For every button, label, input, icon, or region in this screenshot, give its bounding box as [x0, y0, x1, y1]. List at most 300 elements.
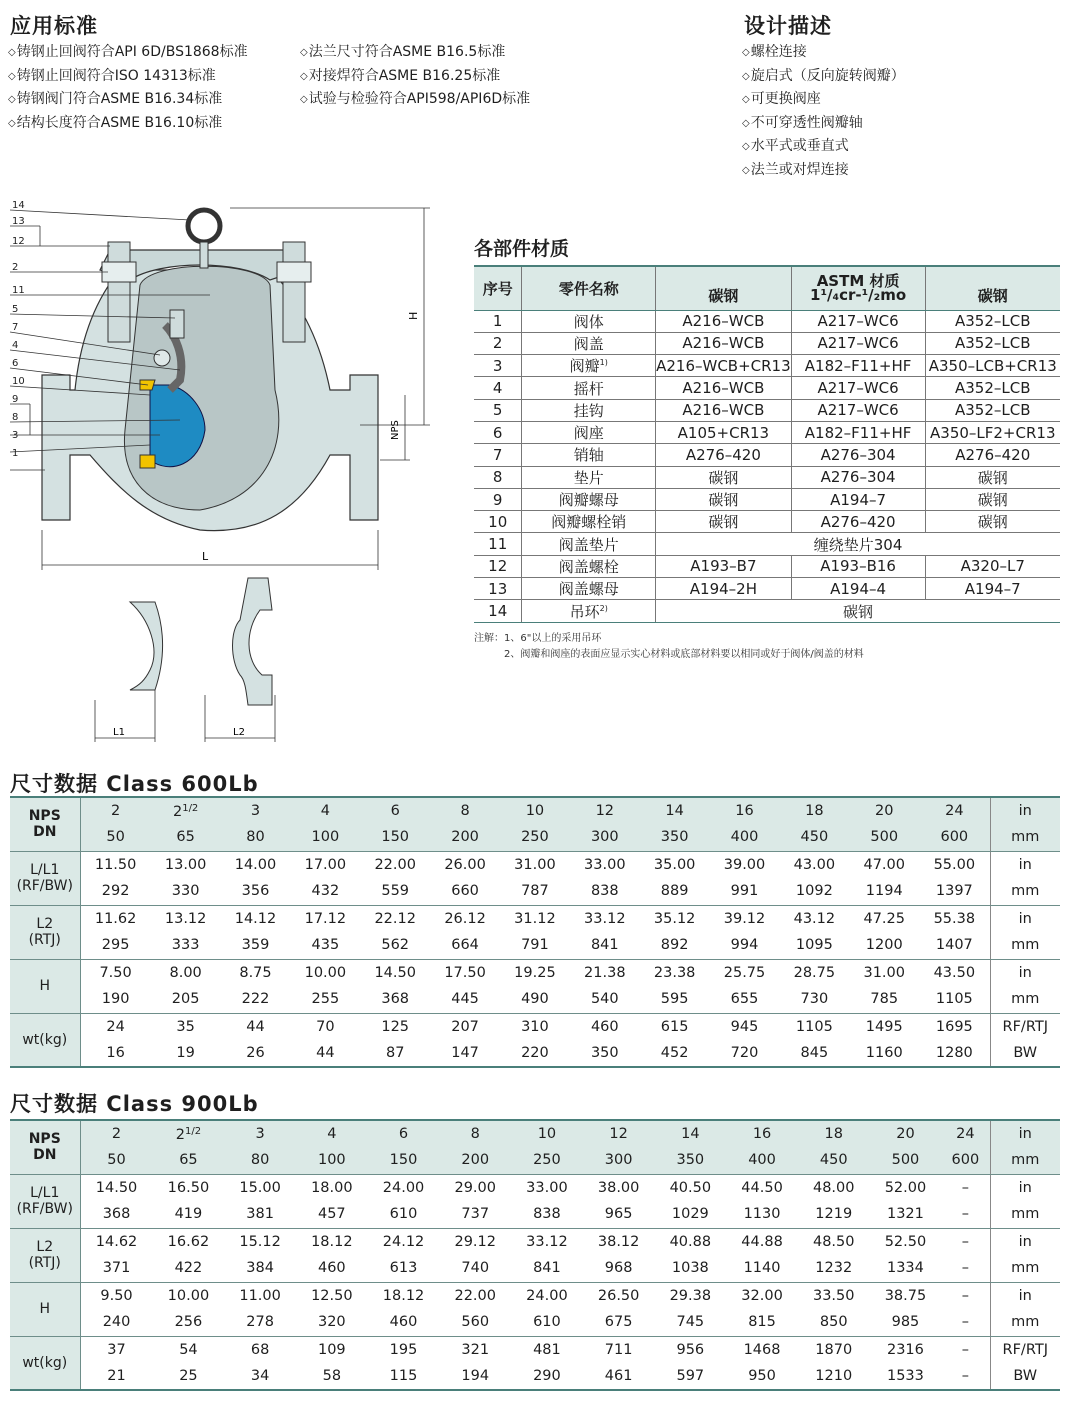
dim-value: 17.50	[444, 964, 486, 981]
dim-value: 48.00	[812, 1179, 855, 1196]
dim-value: 356	[221, 878, 291, 905]
nps-value: 2	[80, 1120, 153, 1147]
material-row	[474, 377, 1060, 399]
dim-label-line: L/L1	[30, 1185, 60, 1201]
material-c: A352–LCB	[925, 377, 1060, 399]
dim-value: 460	[368, 1309, 440, 1336]
header-cs2: 碳钢	[925, 266, 1060, 310]
dim-value: 37	[107, 1341, 126, 1358]
material-b: A193–B16	[791, 555, 925, 577]
nps-value: 20	[870, 1120, 942, 1147]
dim-label-line: (RF/BW)	[16, 1201, 73, 1217]
dim-value: 841	[570, 932, 640, 959]
footnote-mark: 2)	[599, 603, 608, 613]
dim-value: 52.50	[884, 1233, 927, 1250]
material-a: 碳钢	[656, 511, 792, 533]
nps-value: 24	[941, 1120, 990, 1147]
material-a: A193–B7	[656, 555, 792, 577]
dim-value: 87	[360, 1040, 430, 1067]
dim-value: 435	[290, 932, 360, 959]
part-number-label: 2	[12, 262, 19, 273]
dim-value: 730	[779, 986, 849, 1013]
dim-value: 26	[221, 1040, 291, 1067]
dim-value: 892	[640, 932, 710, 959]
dn-value: 50	[80, 1147, 153, 1174]
dim-row-top	[10, 1282, 1060, 1309]
material-merged: 缠绕垫片304	[656, 533, 1060, 555]
nps-value: 10	[511, 1120, 583, 1147]
dim-value: 22.12	[374, 910, 416, 927]
dim-value: 52.00	[884, 1179, 927, 1196]
part-number-label: 1	[12, 448, 19, 459]
dim-value: 70	[316, 1018, 335, 1035]
part-number-label: 6	[12, 358, 19, 369]
material-a: A276–420	[656, 444, 792, 466]
dn-value: 600	[941, 1147, 990, 1174]
nps-value: 12	[570, 797, 640, 824]
part-number-label: 8	[12, 412, 19, 423]
bullet-item: ◇ 螺栓连接	[742, 41, 905, 65]
material-c: A352–LCB	[925, 310, 1060, 332]
header-cs1: 碳钢	[656, 266, 792, 310]
material-part-name	[522, 555, 656, 577]
dim-value: 16	[80, 1040, 151, 1067]
dim-value: 13.12	[164, 910, 207, 927]
dim-row-bottom	[10, 878, 1060, 905]
nps-value: 20	[849, 797, 919, 824]
dn-value: 300	[570, 824, 640, 851]
material-row	[474, 511, 1060, 533]
material-b: A194–7	[791, 488, 925, 510]
dn-value: 450	[779, 824, 849, 851]
material-row	[474, 310, 1060, 332]
material-b: A217–WC6	[791, 399, 925, 421]
dim-value: 10.00	[167, 1287, 210, 1304]
dim-value: 1095	[779, 932, 849, 959]
material-row	[474, 466, 1060, 488]
dim-row-bottom	[10, 1255, 1060, 1282]
dim-value: 838	[511, 1201, 583, 1228]
part-name-text: 阀瓣螺栓销	[551, 513, 627, 532]
material-row	[474, 421, 1060, 443]
nps-value: 8	[430, 797, 500, 824]
part-name-text: 挂钩	[573, 401, 604, 420]
part-name-text: 阀盖	[573, 334, 604, 353]
dim-value: 1495	[865, 1018, 903, 1035]
dim-label-line: L2	[36, 1239, 54, 1255]
material-row	[474, 578, 1060, 600]
dim-label-l2: L2	[233, 727, 245, 738]
dim-value: 1092	[779, 878, 849, 905]
dn-value: 150	[368, 1147, 440, 1174]
material-a: A194–2H	[656, 578, 792, 600]
dim-label-line: L/L1	[30, 862, 60, 878]
dim-value: 945	[730, 1018, 759, 1035]
part-number-label: 3	[12, 430, 19, 441]
dim-value: 54	[179, 1341, 198, 1358]
dim-value: 1321	[870, 1201, 942, 1228]
bullet-item: ◇ 可更换阀座	[742, 88, 905, 112]
dim-value: 610	[368, 1201, 440, 1228]
material-c: A350–LF2+CR13	[925, 421, 1060, 443]
dim-value: –	[941, 1363, 990, 1390]
dim-value: 560	[439, 1309, 511, 1336]
material-no: 3	[474, 355, 522, 377]
dim-value: 1105	[919, 986, 990, 1013]
dim-value: 610	[511, 1309, 583, 1336]
dim-value: 11.00	[239, 1287, 281, 1304]
dim-row-label	[10, 851, 80, 905]
nps-row	[10, 797, 1060, 824]
dim-value: 1105	[795, 1018, 833, 1035]
dim-value: 205	[151, 986, 221, 1013]
dim-value: 222	[221, 986, 291, 1013]
dim-row-bottom	[10, 932, 1060, 959]
dim-value: 18.00	[311, 1179, 353, 1196]
material-part-name	[522, 310, 656, 332]
part-name-text: 阀瓣螺母	[558, 491, 619, 510]
bullet-item: ◇ 铸钢止回阀符合ISO 14313标准	[8, 65, 248, 89]
dim-value: 58	[296, 1363, 368, 1390]
dn-value: 400	[710, 824, 780, 851]
dim-value: 2316	[886, 1341, 924, 1358]
dim-value: 11.50	[94, 856, 137, 873]
dim-value: 44	[290, 1040, 360, 1067]
dim-value: 39.00	[723, 856, 766, 873]
dn-value: 600	[919, 824, 990, 851]
nps-value: 8	[439, 1120, 511, 1147]
header-name: 零件名称	[522, 266, 656, 310]
nps-value: 18	[798, 1120, 870, 1147]
dim-value: 660	[430, 878, 500, 905]
dim-value: 14.62	[95, 1233, 138, 1250]
dim-value: 24.00	[382, 1179, 425, 1196]
material-no: 13	[474, 578, 522, 600]
materials-title: 各部件材质	[474, 238, 570, 260]
nps-value: 3	[221, 797, 291, 824]
dim-value: 815	[726, 1309, 798, 1336]
part-name-text: 阀体	[573, 312, 604, 331]
dim-row-label	[10, 1013, 80, 1067]
dim-row-top	[10, 1336, 1060, 1363]
header-no: 序号	[474, 266, 522, 310]
material-a: A216–WCB	[656, 310, 792, 332]
dim-value: 950	[726, 1363, 798, 1390]
class600-table	[10, 796, 1060, 1068]
dim-value: 14.00	[234, 856, 277, 873]
dn-row	[10, 824, 1060, 851]
dim-value: 540	[570, 986, 640, 1013]
dim-label-l1: L1	[113, 727, 125, 738]
unit-in: in	[990, 1120, 1060, 1147]
dim-value: 7.50	[99, 964, 132, 981]
dim-value: 38.12	[597, 1233, 640, 1250]
material-part-name	[522, 399, 656, 421]
dim-row-top	[10, 959, 1060, 986]
part-number-label: 10	[12, 376, 25, 387]
dim-value: 21.38	[584, 964, 626, 981]
dim-value: 295	[80, 932, 151, 959]
material-a: A216–WCB+CR13	[656, 355, 792, 377]
material-no: 14	[474, 600, 522, 622]
material-part-name	[522, 511, 656, 533]
dn-value: 350	[640, 824, 710, 851]
part-name-text: 阀盖垫片	[558, 535, 619, 554]
dim-value: 368	[80, 1201, 153, 1228]
dim-value: 1280	[919, 1040, 990, 1067]
dim-unit: mm	[990, 932, 1060, 959]
part-name-text: 阀盖螺母	[558, 580, 619, 599]
dim-value: 457	[296, 1201, 368, 1228]
material-part-name	[522, 533, 656, 555]
dim-value: 1397	[919, 878, 990, 905]
nps-int: 2	[172, 803, 183, 820]
material-a: 碳钢	[656, 466, 792, 488]
material-b: A276–304	[791, 444, 925, 466]
dim-value: 31.00	[863, 964, 905, 981]
dim-unit: mm	[990, 986, 1060, 1013]
dim-value: 194	[439, 1363, 511, 1390]
dim-value: 47.00	[863, 856, 905, 873]
dim-value: 787	[500, 878, 570, 905]
dim-value: 14.50	[374, 964, 416, 981]
dim-value: 371	[80, 1255, 153, 1282]
material-part-name	[522, 444, 656, 466]
dim-value: 17.12	[304, 910, 347, 927]
class900-title: 尺寸数据 Class 900Lb	[10, 1092, 259, 1116]
dim-value: 1194	[849, 878, 919, 905]
dim-value: 368	[360, 986, 430, 1013]
dim-value: 675	[583, 1309, 655, 1336]
dim-value: 19.25	[514, 964, 556, 981]
material-part-name	[522, 355, 656, 377]
dim-value: 240	[80, 1309, 153, 1336]
material-b: A276–420	[791, 511, 925, 533]
bullet-item: ◇ 法兰尺寸符合ASME B16.5标准	[300, 41, 530, 65]
dim-value: –	[961, 1287, 970, 1304]
dim-value: 38.00	[597, 1179, 640, 1196]
material-part-name	[522, 332, 656, 354]
dim-unit: mm	[990, 878, 1060, 905]
dim-value: 845	[779, 1040, 849, 1067]
nps-value: 24	[919, 797, 990, 824]
material-c: A320–L7	[925, 555, 1060, 577]
dim-value: 220	[500, 1040, 570, 1067]
dim-value: 18.12	[382, 1287, 425, 1304]
dn-value: 65	[153, 1147, 225, 1174]
dim-value: 29.12	[454, 1233, 496, 1250]
dim-value: 115	[368, 1363, 440, 1390]
dim-value: 1695	[935, 1018, 973, 1035]
material-row	[474, 332, 1060, 354]
dim-value: 461	[583, 1363, 655, 1390]
nps-dn-label	[10, 797, 80, 851]
dim-value: 26.00	[444, 856, 486, 873]
dim-row-bottom	[10, 1309, 1060, 1336]
part-number-label: 9	[12, 394, 19, 405]
header-grade: 1¹/₄cr-¹/₂mo	[810, 286, 907, 305]
part-number-label: 5	[12, 304, 19, 315]
dim-value: 838	[570, 878, 640, 905]
nps-value	[151, 797, 221, 824]
dim-value: –	[961, 1341, 970, 1358]
dn-value: 100	[290, 824, 360, 851]
note-2: 2、阀瓣和阀座的表面应显示实心材料或底部材料要以相同或好于阀体/阀盖的材料	[504, 649, 864, 660]
dim-value: 1870	[815, 1341, 853, 1358]
dn-value: 500	[849, 824, 919, 851]
dim-row-label	[10, 1336, 80, 1390]
design-title: 设计描述	[744, 14, 832, 38]
dim-value: 1038	[654, 1255, 726, 1282]
material-no: 12	[474, 555, 522, 577]
dim-value: 445	[430, 986, 500, 1013]
nps-value: 6	[368, 1120, 440, 1147]
dim-value: 43.12	[793, 910, 836, 927]
dim-value: 26.12	[444, 910, 486, 927]
dim-unit: mm	[990, 1255, 1060, 1282]
material-row	[474, 533, 1060, 555]
dn-value: 250	[500, 824, 570, 851]
part-name-text: 阀盖螺栓	[558, 557, 619, 576]
footnote-mark: 1)	[599, 358, 608, 368]
dim-value: 985	[870, 1309, 942, 1336]
dim-value: 419	[153, 1201, 225, 1228]
nps-value: 14	[640, 797, 710, 824]
dim-unit: BW	[990, 1040, 1060, 1067]
dn-value: 100	[296, 1147, 368, 1174]
dim-value: 22.00	[374, 856, 416, 873]
dn-label: DN	[33, 824, 57, 841]
dim-value: 195	[389, 1341, 418, 1358]
material-a: A105+CR13	[656, 421, 792, 443]
dim-value: 35.00	[653, 856, 696, 873]
dn-value: 350	[654, 1147, 726, 1174]
part-number-label: 13	[12, 216, 25, 227]
dim-row-top	[10, 905, 1060, 932]
dim-unit: mm	[990, 1201, 1060, 1228]
unit-mm: mm	[990, 824, 1060, 851]
dim-value: 38.75	[884, 1287, 927, 1304]
dim-value: 1210	[798, 1363, 870, 1390]
bullet-item: ◇ 铸钢止回阀符合API 6D/BS1868标准	[8, 41, 248, 65]
dim-value: 255	[290, 986, 360, 1013]
dim-value: 559	[360, 878, 430, 905]
dim-value: 8.00	[169, 964, 202, 981]
dim-row-label	[10, 1228, 80, 1282]
material-b: A217–WC6	[791, 377, 925, 399]
dim-value: 956	[676, 1341, 705, 1358]
dim-value: 745	[654, 1309, 726, 1336]
bullet-item: ◇ 试验与检验符合API598/API6D标准	[300, 88, 530, 112]
dim-value: 34	[224, 1363, 296, 1390]
dim-value: 968	[583, 1255, 655, 1282]
dim-value: 29.38	[669, 1287, 712, 1304]
dim-row-label	[10, 959, 80, 1013]
nps-value: 2	[80, 797, 151, 824]
dim-value: 330	[151, 878, 221, 905]
material-no: 10	[474, 511, 522, 533]
material-no: 11	[474, 533, 522, 555]
dim-row-top	[10, 1013, 1060, 1040]
bullet-item: ◇ 不可穿透性阀瓣轴	[742, 112, 905, 136]
material-b: A182–F11+HF	[791, 355, 925, 377]
dim-value: 33.12	[526, 1233, 568, 1250]
dim-label-line: (RTJ)	[28, 932, 61, 948]
unit-mm: mm	[990, 1147, 1060, 1174]
dn-value: 80	[224, 1147, 296, 1174]
dim-value: 55.38	[933, 910, 976, 927]
dim-value: 278	[224, 1309, 296, 1336]
dim-value: –	[941, 1255, 990, 1282]
dim-value: 24	[106, 1018, 125, 1035]
dim-row-top	[10, 1174, 1060, 1201]
dim-value: –	[941, 1309, 990, 1336]
material-row	[474, 600, 1060, 622]
dim-value: 48.50	[812, 1233, 855, 1250]
dim-value: 613	[368, 1255, 440, 1282]
material-no: 8	[474, 466, 522, 488]
class600-title: 尺寸数据 Class 600Lb	[10, 772, 259, 796]
dim-value: 381	[224, 1201, 296, 1228]
dim-value: 16.50	[167, 1179, 210, 1196]
material-row	[474, 488, 1060, 510]
material-no: 6	[474, 421, 522, 443]
dim-value: 256	[153, 1309, 225, 1336]
material-b: A217–WC6	[791, 332, 925, 354]
bullet-item: ◇ 法兰或对焊连接	[742, 159, 905, 183]
materials-notes	[474, 631, 864, 663]
part-name-text: 摇杆	[573, 379, 604, 398]
material-c: 碳钢	[925, 511, 1060, 533]
material-part-name	[522, 377, 656, 399]
material-b: A194–4	[791, 578, 925, 600]
dim-row-bottom	[10, 1363, 1060, 1390]
dim-value: 350	[570, 1040, 640, 1067]
dim-value: 43.50	[933, 964, 976, 981]
material-no: 7	[474, 444, 522, 466]
dn-value: 250	[511, 1147, 583, 1174]
dim-label-line: wt(kg)	[22, 1354, 68, 1371]
dim-unit: in	[990, 905, 1060, 932]
dim-value: 19	[151, 1040, 221, 1067]
dim-value: 24.00	[526, 1287, 568, 1304]
nps-value: 12	[583, 1120, 655, 1147]
dim-row-bottom	[10, 1040, 1060, 1067]
dn-value: 150	[360, 824, 430, 851]
dim-row-label	[10, 905, 80, 959]
dim-value: 384	[224, 1255, 296, 1282]
bullet-item: ◇ 水平式或垂直式	[742, 135, 905, 159]
dim-value: 14.12	[234, 910, 277, 927]
dim-value: 44.88	[741, 1233, 783, 1250]
dim-value: 29.00	[454, 1179, 496, 1196]
bullet-item: ◇ 旋启式（反向旋转阀瓣）	[742, 65, 905, 89]
dim-value: 655	[710, 986, 780, 1013]
dim-value: 25	[153, 1363, 225, 1390]
dim-label-h: H	[407, 311, 420, 320]
material-b: A182–F11+HF	[791, 421, 925, 443]
part-name-text: 销轴	[573, 446, 604, 465]
dim-value: 1140	[726, 1255, 798, 1282]
part-number-label: 4	[12, 340, 19, 351]
nps-value: 4	[296, 1120, 368, 1147]
nps-value: 16	[710, 797, 780, 824]
dim-value: 21	[80, 1363, 153, 1390]
dim-value: 23.38	[653, 964, 696, 981]
material-c: A276–420	[925, 444, 1060, 466]
dim-value: 791	[500, 932, 570, 959]
dim-value: 562	[360, 932, 430, 959]
